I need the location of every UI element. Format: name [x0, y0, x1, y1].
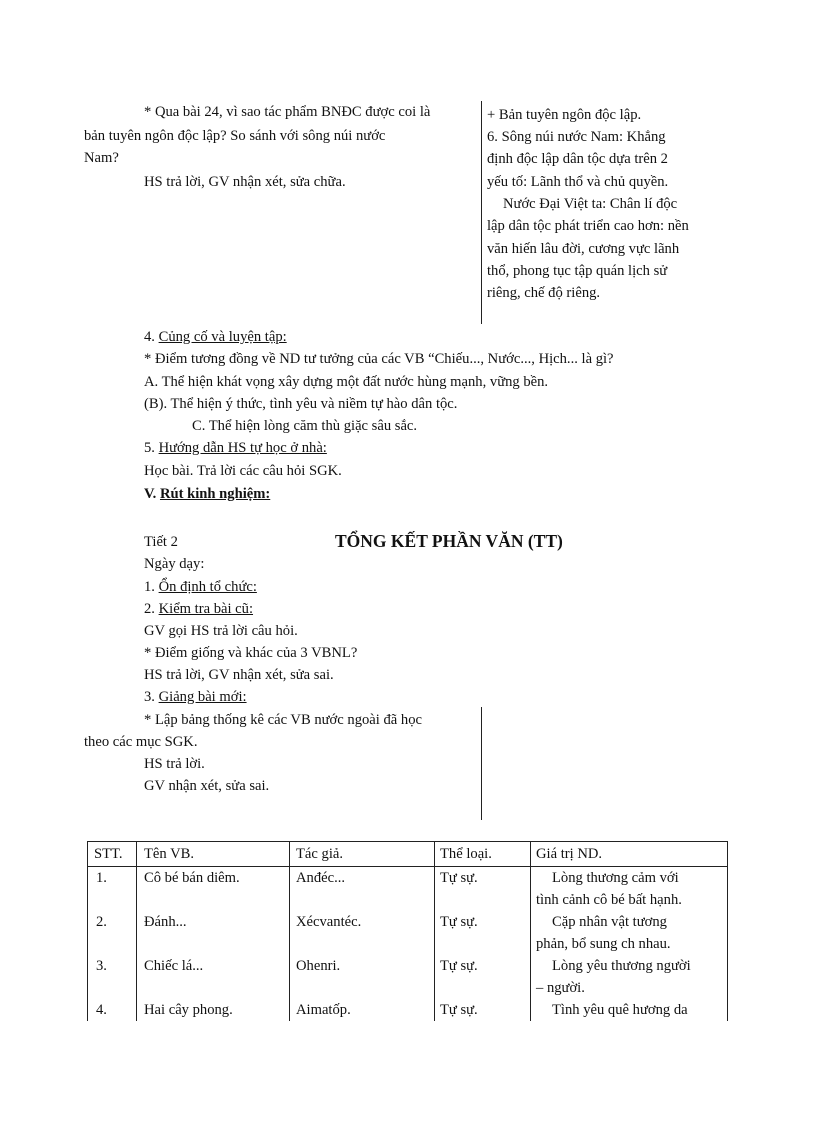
section4-question: * Điểm tương đồng về ND tư tưởng của các VB “Chiếu..., Nước..., Hịch... là gì? — [144, 351, 614, 367]
cell-value: Lòng thương cảm với — [552, 870, 679, 886]
cell-value: Cặp nhân vật tương — [552, 914, 667, 930]
question-line: bản tuyên ngôn độc lập? So sánh với sông núi nước — [84, 128, 386, 144]
cell-stt: 1. — [96, 870, 107, 886]
section5-heading: 5. Hướng dẫn HS tự học ở nhà: — [144, 440, 327, 456]
note-line: Nước Đại Việt ta: Chân lí độc — [503, 196, 678, 212]
s2-line: HS trả lời, GV nhận xét, sửa sai. — [144, 667, 334, 683]
cell-name: Hai cây phong. — [144, 1002, 233, 1018]
note-line: văn hiến lâu đời, cương vực lãnh — [487, 241, 680, 257]
column-divider — [481, 707, 482, 820]
option-c: C. Thể hiện lòng căm thù giặc sâu sắc. — [192, 418, 418, 434]
note-line: lập dân tộc phát triển cao hơn: nền — [487, 218, 689, 234]
cell-value: Tình yêu quê hương da — [552, 1002, 688, 1018]
note-line: định độc lập dân tộc dựa trên 2 — [487, 151, 668, 167]
s3-heading: 3. Giảng bài mới: — [144, 689, 247, 705]
s3-line: GV nhận xét, sửa sai. — [144, 778, 270, 794]
note-line: riêng, chế độ riêng. — [487, 285, 601, 301]
cell-value: tình cảnh cô bé bất hạnh. — [536, 892, 682, 908]
lesson-label: Tiết 2 — [144, 534, 178, 550]
section-v-heading: V. Rút kinh nghiệm: — [144, 486, 271, 502]
s3-line: * Lập bảng thống kê các VB nước ngoài đã học — [144, 712, 422, 728]
note-line: thổ, phong tục tập quán lịch sử — [487, 263, 668, 279]
cell-value: Lòng yêu thương người — [552, 958, 691, 974]
s1-heading: 1. Ổn định tổ chức: — [144, 579, 257, 595]
cell-stt: 4. — [96, 1002, 107, 1018]
header-stt: STT. — [94, 846, 123, 862]
table-border — [289, 841, 290, 1021]
s2-heading: 2. Kiểm tra bài cũ: — [144, 601, 254, 617]
s3-line: HS trả lời. — [144, 756, 205, 772]
cell-genre: Tự sự. — [440, 870, 478, 886]
column-divider — [481, 101, 482, 324]
note-line: 6. Sông núi nước Nam: Khẳng — [487, 129, 666, 145]
table-border — [530, 841, 531, 1021]
table-border — [727, 841, 728, 1021]
cell-name: Cô bé bán diêm. — [144, 870, 240, 886]
option-a: A. Thể hiện khát vọng xây dựng một đất nước hùng mạnh, vững bền. — [144, 374, 549, 390]
section4-heading: 4. Củng cố và luyện tập: — [144, 329, 287, 345]
s2-line: GV gọi HS trả lời câu hỏi. — [144, 623, 298, 639]
header-value: Giá trị ND. — [536, 846, 603, 862]
cell-value: phản, bổ sung ch nhau. — [536, 936, 671, 952]
cell-value: – người. — [536, 980, 585, 996]
cell-author: Aimatốp. — [296, 1002, 351, 1018]
cell-stt: 2. — [96, 914, 107, 930]
s2-line: * Điểm giống và khác của 3 VBNL? — [144, 645, 358, 661]
answer-line: HS trả lời, GV nhận xét, sửa chữa. — [144, 174, 346, 190]
question-line: * Qua bài 24, vì sao tác phẩm BNĐC được coi là — [144, 104, 431, 120]
note-line: yếu tố: Lãnh thổ và chủ quyền. — [487, 174, 669, 190]
header-author: Tác giả. — [296, 846, 343, 862]
note-line: + Bản tuyên ngôn độc lập. — [487, 107, 642, 123]
section5-text: Học bài. Trả lời các câu hỏi SGK. — [144, 463, 342, 479]
cell-genre: Tự sự. — [440, 958, 478, 974]
table-border — [434, 841, 435, 1021]
cell-stt: 3. — [96, 958, 107, 974]
date-label: Ngày dạy: — [144, 556, 205, 572]
option-b: (B). Thể hiện ý thức, tình yêu và niềm tự hào dân tộc. — [144, 396, 458, 412]
table-border — [87, 841, 88, 1021]
cell-author: Xécvantéc. — [296, 914, 362, 930]
cell-genre: Tự sự. — [440, 1002, 478, 1018]
s3-line: theo các mục SGK. — [84, 734, 198, 750]
cell-author: Anđéc... — [296, 870, 346, 886]
question-line: Nam? — [84, 150, 119, 166]
lesson-title: TỔNG KẾT PHẦN VĂN (TT) — [335, 531, 563, 551]
header-name: Tên VB. — [144, 846, 194, 862]
table-border — [136, 841, 137, 1021]
table-top-border — [87, 841, 727, 842]
cell-author: Ohenri. — [296, 958, 341, 974]
cell-name: Chiếc lá... — [144, 958, 204, 974]
header-genre: Thể loại. — [440, 846, 492, 862]
cell-name: Đánh... — [144, 914, 187, 930]
cell-genre: Tự sự. — [440, 914, 478, 930]
